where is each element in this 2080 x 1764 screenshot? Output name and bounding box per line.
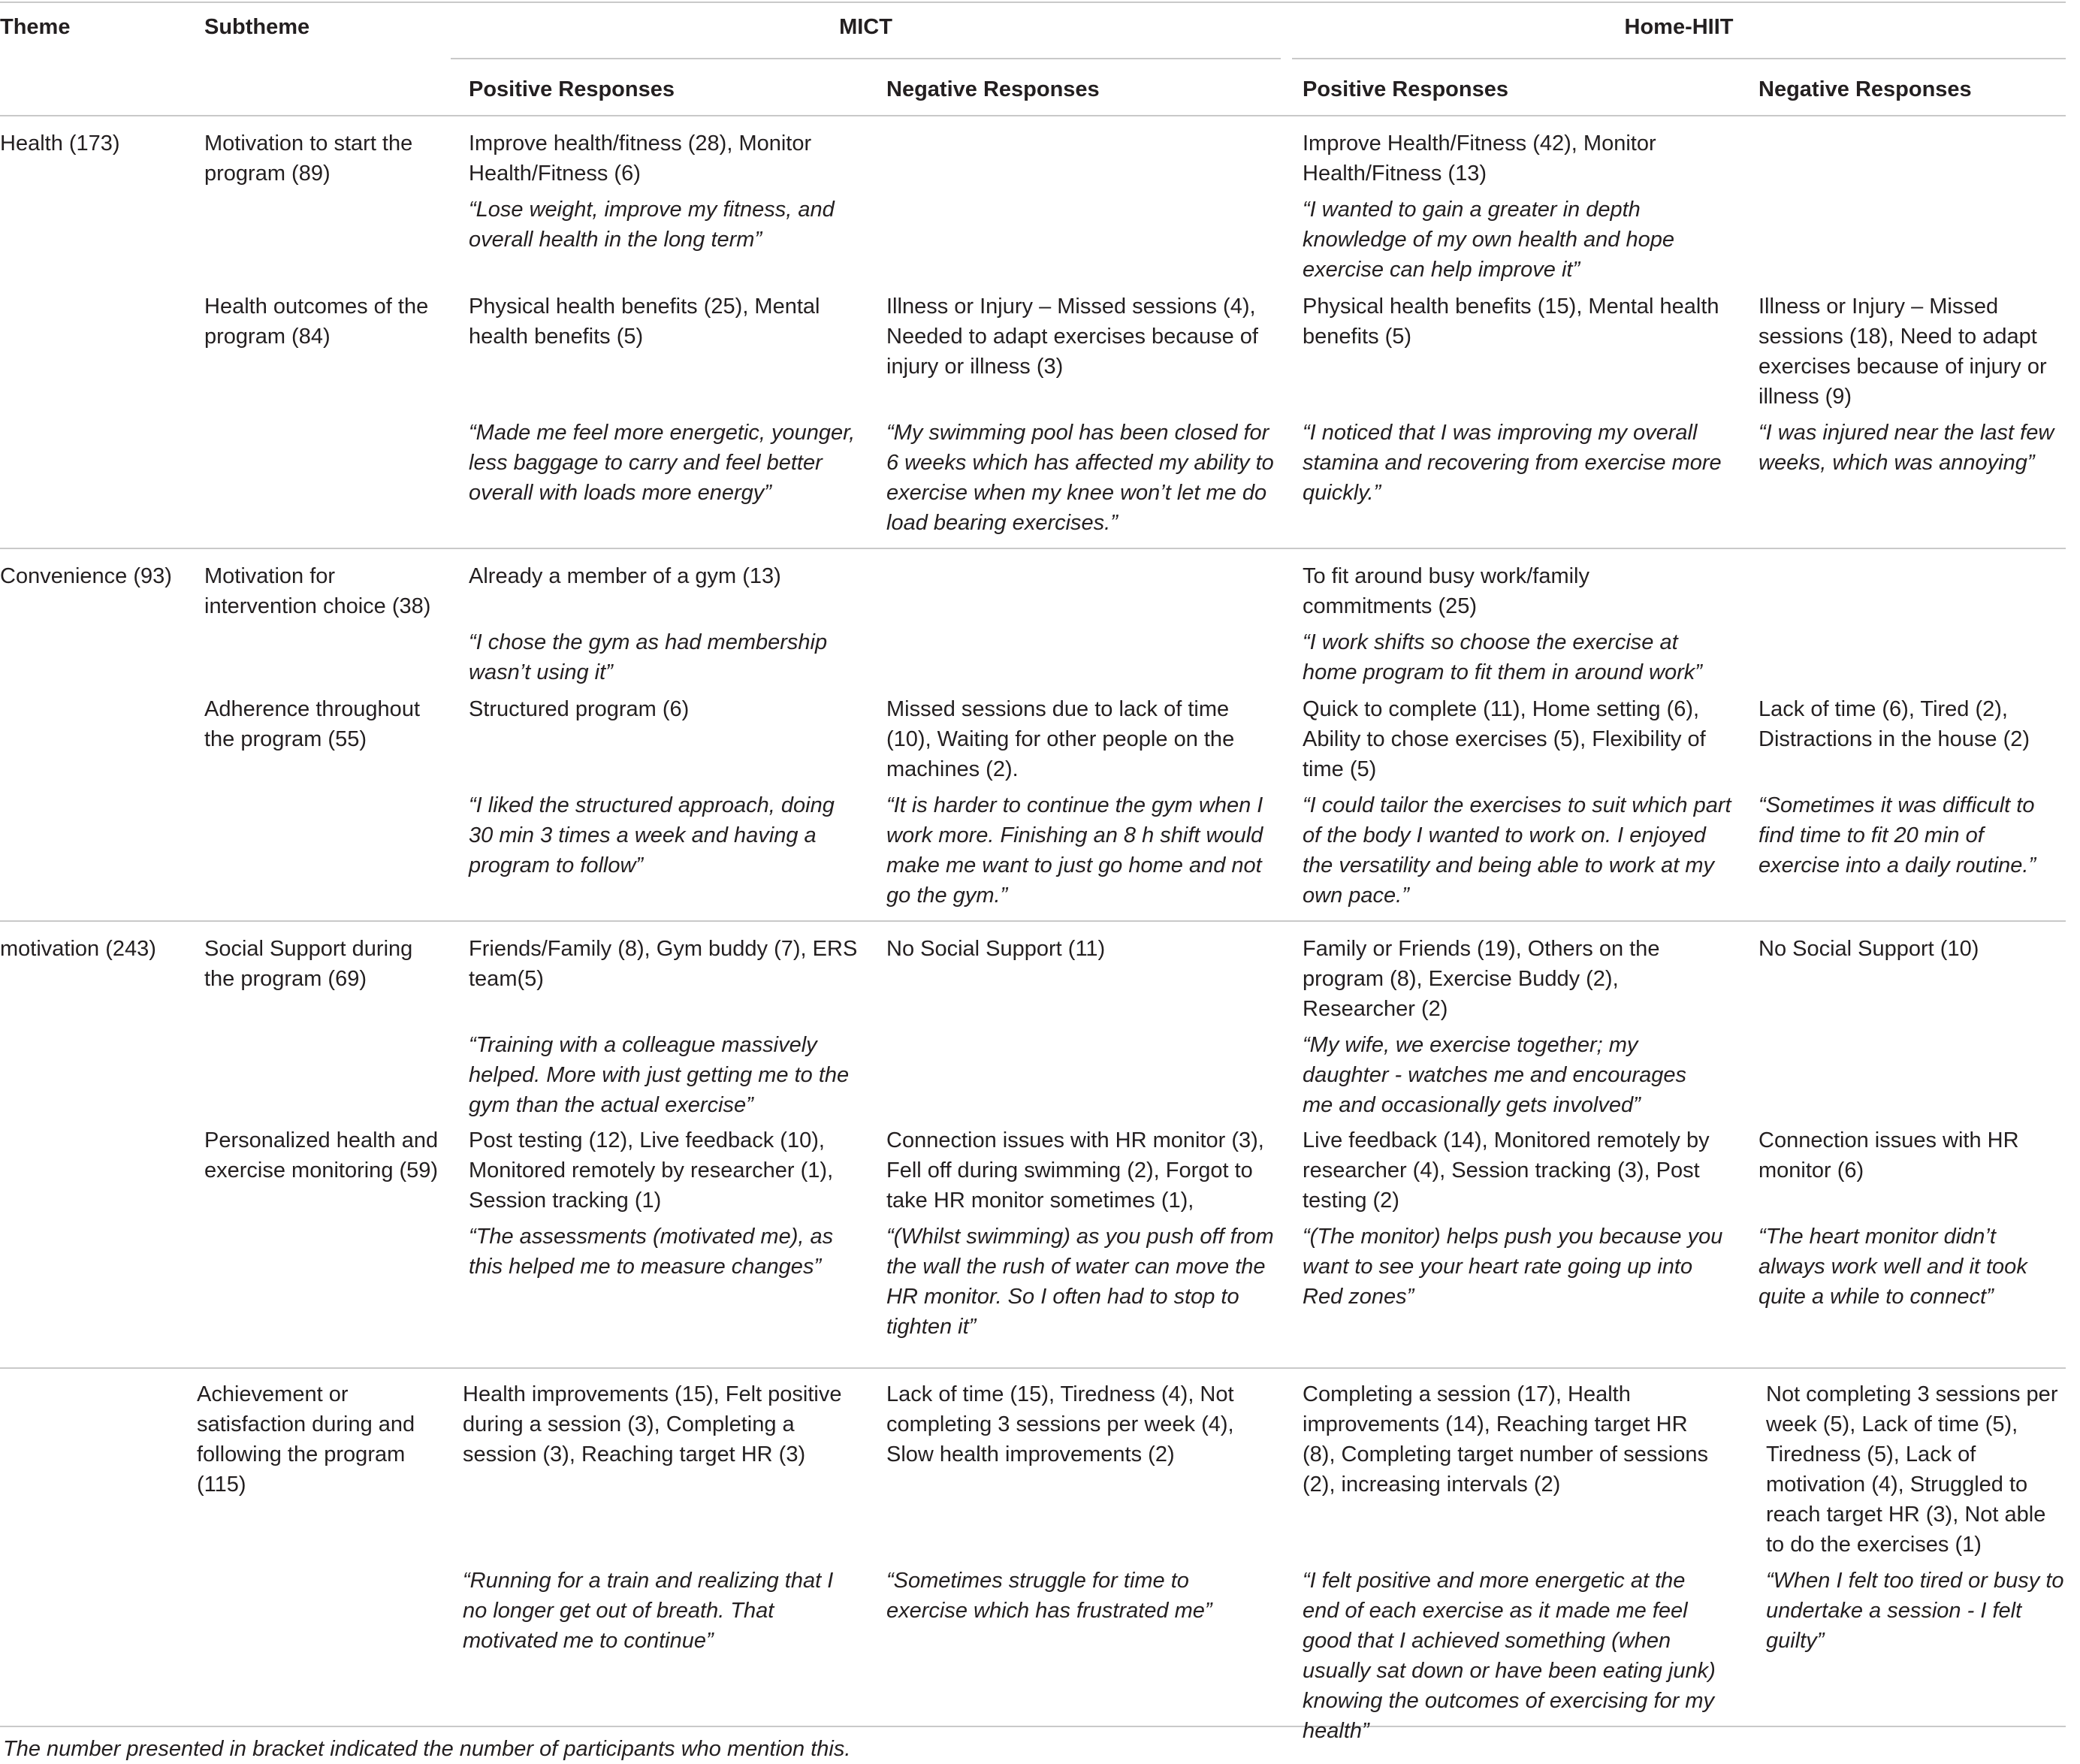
- header-mict: MICT: [839, 15, 892, 39]
- hiit-positive-quote: “(The monitor) helps push you because you want to see your heart rate going up into Red zones”: [1303, 1225, 1723, 1309]
- hiit-positive-quote: “I wanted to gain a greater in depth knowledge of my own health and hope exercise can help improve it”: [1303, 198, 1674, 282]
- theme-cell: Health (173): [0, 131, 120, 156]
- mict-positive-cell: Health improvements (15), Felt positive during a session (3), Completing a session (3), Reaching target HR (3): [463, 1382, 842, 1466]
- hiit-group-rule: [1292, 58, 2066, 59]
- hiit-negative-quote: “Sometimes it was difficult to find time to fit 20 min of exercise into a daily routine.”: [1758, 793, 2036, 877]
- hiit-negative-cell: Not completing 3 sessions per week (5), Lack of time (5), Tiredness (5), Lack of motivation (4), Struggled to reach target HR (3), Not able to do the exercises (1): [1766, 1382, 2058, 1557]
- header-home-hiit: Home-HIIT: [1624, 15, 1734, 39]
- mict-positive-cell: Physical health benefits (25), Mental health benefits (5): [469, 295, 820, 349]
- mict-positive-cell: Improve health/fitness (28), Monitor Health/Fitness (6): [469, 131, 812, 186]
- hiit-positive-quote: “I felt positive and more energetic at the end of each exercise as it made me feel good that I achieved something (when usually sat down or have been eating junk) knowing the outcomes of exercising for my health”: [1303, 1569, 1716, 1743]
- hiit-negative-cell: Illness or Injury – Missed sessions (18), Need to adapt exercises because of injury or illness (9): [1758, 295, 2047, 409]
- mict-group-rule: [451, 58, 1281, 59]
- mict-positive-quote: “Training with a colleague massively helped. More with just getting me to the gym than the actual exercise”: [469, 1033, 850, 1117]
- mict-negative-cell: No Social Support (11): [886, 937, 1106, 961]
- subtheme-cell: Social Support during the program (69): [204, 937, 413, 991]
- hiit-positive-cell: To fit around busy work/family commitments (25): [1303, 564, 1589, 618]
- header-subtheme: Subtheme: [204, 15, 310, 39]
- subtheme-cell: Motivation for intervention choice (38): [204, 564, 431, 618]
- header-mict-negative: Negative Responses: [886, 77, 1100, 101]
- mict-positive-quote: “I liked the structured approach, doing 30 min 3 times a week and having a program to follow”: [469, 793, 835, 877]
- header-mict-positive: Positive Responses: [469, 77, 675, 101]
- subtheme-cell: Achievement or satisfaction during and following the program (115): [197, 1382, 415, 1497]
- hiit-negative-quote: “I was injured near the last few weeks, which was annoying”: [1758, 421, 2054, 475]
- hiit-positive-quote: “I work shifts so choose the exercise at home program to fit them in around work”: [1303, 630, 1702, 684]
- mict-negative-quote: “It is harder to continue the gym when I work more. Finishing an 8 h shift would make me want to just go home and not go the gym.”: [886, 793, 1263, 908]
- header-hiit-negative: Negative Responses: [1758, 77, 1972, 101]
- mict-negative-cell: Illness or Injury – Missed sessions (4), Needed to adapt exercises because of injury or illness (3): [886, 295, 1258, 379]
- subtheme-cell: Personalized health and exercise monitoring (59): [204, 1128, 439, 1183]
- health-section-rule: [0, 548, 2066, 549]
- mict-positive-cell: Friends/Family (8), Gym buddy (7), ERS team(5): [469, 937, 858, 991]
- mict-positive-quote: “Running for a train and realizing that I no longer get out of breath. That motivated me to continue”: [463, 1569, 834, 1653]
- hiit-negative-cell: No Social Support (10): [1758, 937, 1979, 961]
- hiit-negative-quote: “When I felt too tired or busy to undertake a session - I felt guilty”: [1766, 1569, 2064, 1653]
- subtheme-cell: Adherence throughout the program (55): [204, 697, 420, 751]
- mict-negative-quote: “(Whilst swimming) as you push off from the wall the rush of water can move the HR monitor. So I often had to stop to tighten it”: [886, 1225, 1274, 1339]
- header-hiit-positive: Positive Responses: [1303, 77, 1508, 101]
- hiit-positive-quote: “My wife, we exercise together; my daughter - watches me and encourages me and occasionally gets involved”: [1303, 1033, 1687, 1117]
- subtheme-cell: Motivation to start the program (89): [204, 131, 413, 186]
- hiit-negative-cell: Lack of time (6), Tired (2), Distractions in the house (2): [1758, 697, 2030, 751]
- hiit-positive-cell: Physical health benefits (15), Mental health benefits (5): [1303, 295, 1719, 349]
- mict-negative-quote: “My swimming pool has been closed for 6 weeks which has affected my ability to exercise when my knee won’t let me do load bearing exercises.”: [886, 421, 1274, 535]
- theme-cell: Convenience (93): [0, 564, 172, 588]
- hiit-positive-cell: Quick to complete (11), Home setting (6), Ability to chose exercises (5), Flexibility of time (5): [1303, 697, 1706, 781]
- hiit-positive-cell: Improve Health/Fitness (42), Monitor Health/Fitness (13): [1303, 131, 1656, 186]
- hiit-positive-quote: “I could tailor the exercises to suit which part of the body I wanted to work on. I enjoyed the versatility and being able to work at my own pace.”: [1303, 793, 1731, 908]
- mict-negative-quote: “Sometimes struggle for time to exercise which has frustrated me”: [886, 1569, 1212, 1623]
- table-footnote: The number presented in bracket indicated the number of participants who mention this.: [3, 1737, 851, 1761]
- table-top-rule: [0, 2, 2066, 3]
- subtheme-cell: Health outcomes of the program (84): [204, 295, 429, 349]
- mict-positive-cell: Post testing (12), Live feedback (10), Monitored remotely by researcher (1), Session tracking (1): [469, 1128, 834, 1213]
- hiit-positive-quote: “I noticed that I was improving my overall stamina and recovering from exercise more quickly.”: [1303, 421, 1722, 505]
- mict-negative-cell: Missed sessions due to lack of time (10), Waiting for other people on the machines (2).: [886, 697, 1235, 781]
- header-bottom-rule: [0, 115, 2066, 116]
- mict-positive-quote: “The assessments (motivated me), as this helped me to measure changes”: [469, 1225, 834, 1279]
- mict-positive-quote: “Made me feel more energetic, younger, less baggage to carry and feel better overall with loads more energy”: [469, 421, 856, 505]
- theme-cell: motivation (243): [0, 937, 156, 961]
- mict-positive-quote: “Lose weight, improve my fitness, and overall health in the long term”: [469, 198, 835, 252]
- motivation-section-rule: [0, 1367, 2066, 1369]
- hiit-negative-cell: Connection issues with HR monitor (6): [1758, 1128, 2019, 1183]
- hiit-positive-cell: Family or Friends (19), Others on the program (8), Exercise Buddy (2), Researcher (2): [1303, 937, 1660, 1021]
- table-bottom-rule: [0, 1726, 2066, 1727]
- mict-positive-cell: Already a member of a gym (13): [469, 564, 781, 588]
- mict-negative-cell: Connection issues with HR monitor (3), Fell off during swimming (2), Forgot to take HR monitor sometimes (1),: [886, 1128, 1264, 1213]
- mict-negative-cell: Lack of time (15), Tiredness (4), Not completing 3 sessions per week (4), Slow health improvements (2): [886, 1382, 1234, 1466]
- mict-positive-quote: “I chose the gym as had membership wasn’t using it”: [469, 630, 828, 684]
- hiit-positive-cell: Live feedback (14), Monitored remotely by researcher (4), Session tracking (3), Post testing (2): [1303, 1128, 1710, 1213]
- hiit-positive-cell: Completing a session (17), Health improvements (14), Reaching target HR (8), Completing target number of sessions (2), increasing intervals (2): [1303, 1382, 1708, 1497]
- hiit-negative-quote: “The heart monitor didn’t always work well and it took quite a while to connect”: [1758, 1225, 2027, 1309]
- convenience-section-rule: [0, 920, 2066, 922]
- mict-positive-cell: Structured program (6): [469, 697, 690, 721]
- header-theme: Theme: [0, 15, 71, 39]
